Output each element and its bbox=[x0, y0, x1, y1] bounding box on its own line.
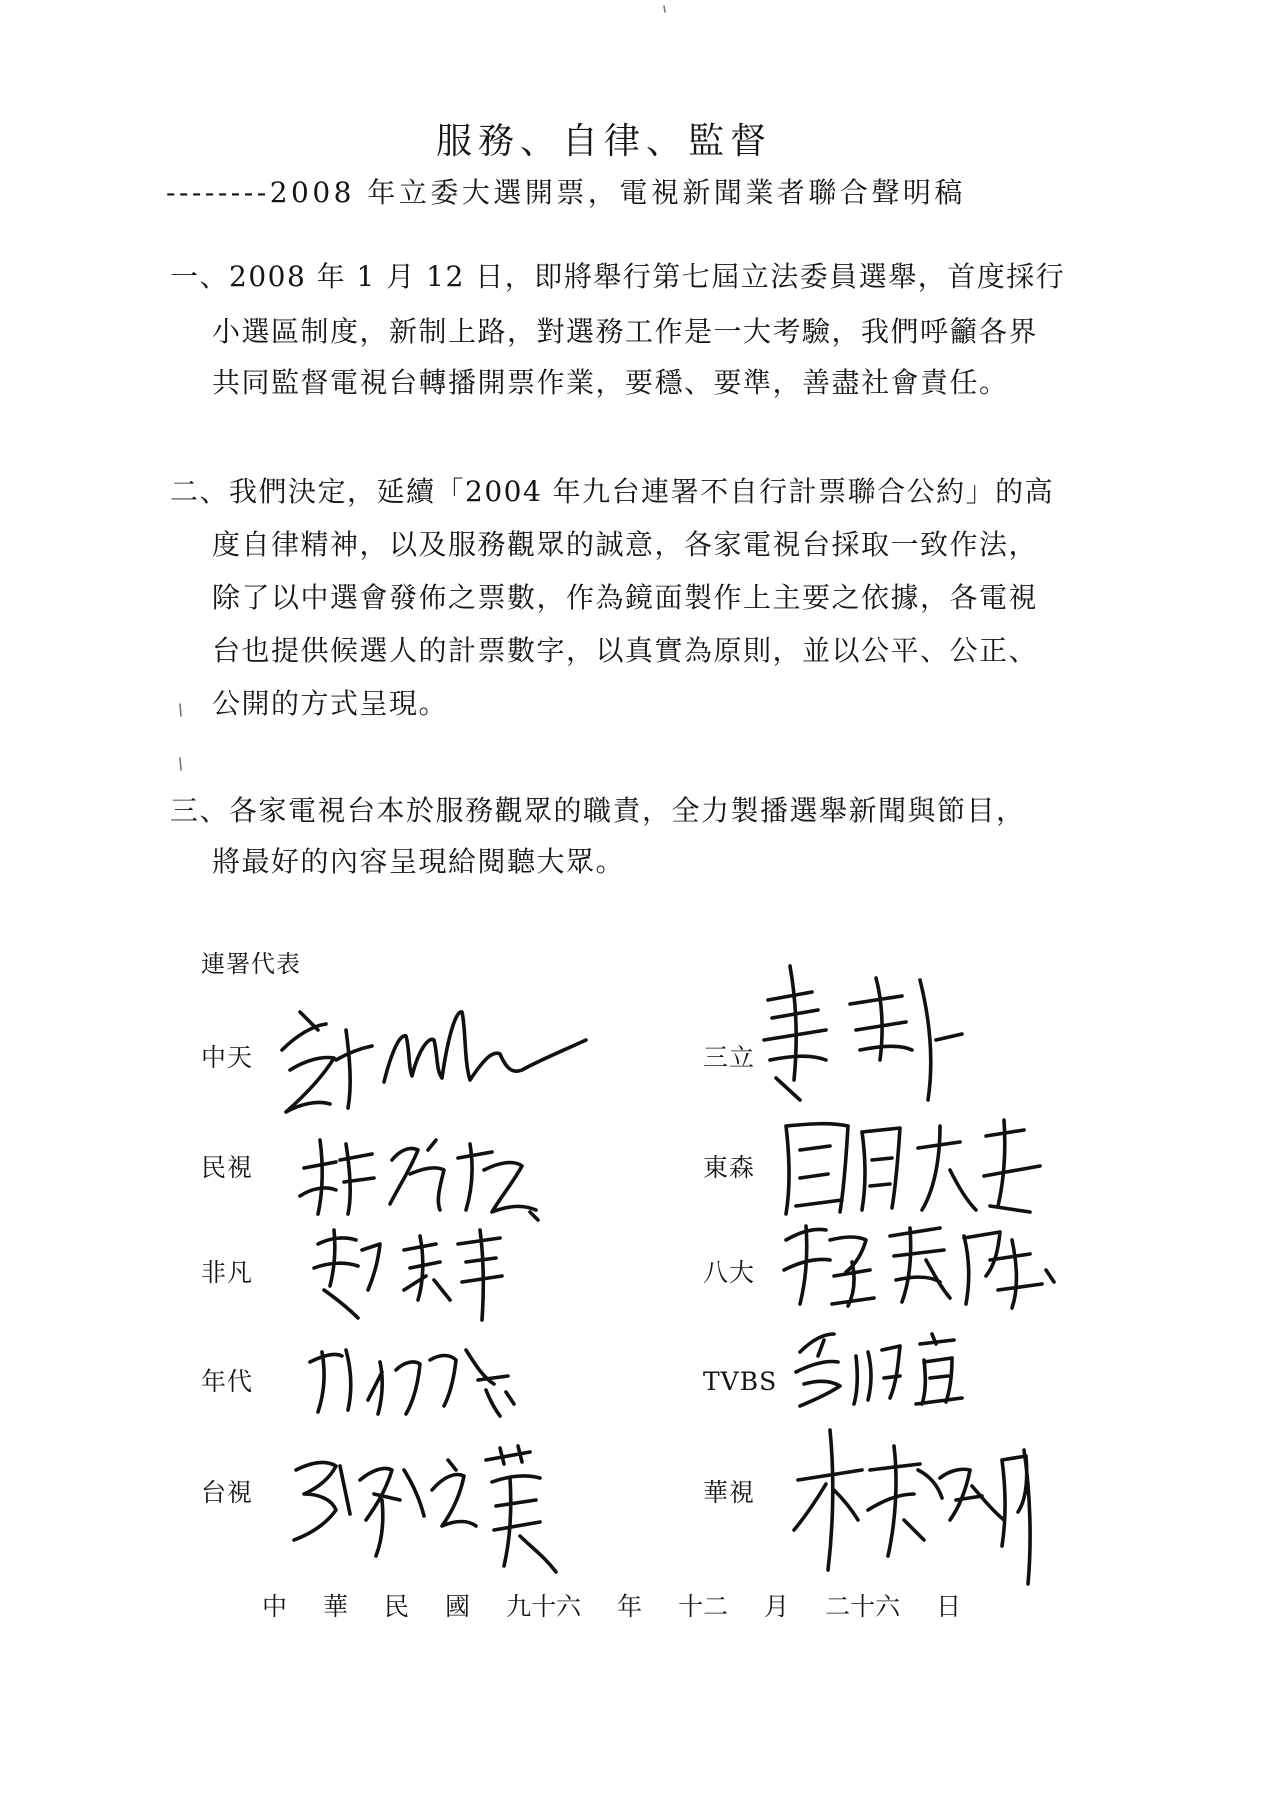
signature-stroke bbox=[458, 1230, 502, 1320]
station-label-zhongtian: 中天 bbox=[201, 1043, 254, 1072]
section-1-line-3: 共同監督電視台轉播開票作業，要穩、要準，善盡社會責任。 bbox=[212, 366, 1009, 399]
scan-mark bbox=[180, 758, 181, 770]
station-label-sanli: 三立 bbox=[703, 1043, 756, 1072]
section-1-line-2: 小選區制度，新制上路，對選務工作是一大考驗，我們呼籲各界 bbox=[212, 315, 1039, 348]
station-label-huashi: 華視 bbox=[703, 1478, 756, 1507]
date-part: 中 bbox=[262, 1592, 288, 1621]
station-label-dongsen: 東森 bbox=[703, 1153, 756, 1182]
section-3-line-2: 將最好的內容呈現給閱聽大眾。 bbox=[212, 845, 626, 878]
scan-mark bbox=[664, 6, 665, 12]
signatories-heading: 連署代表 bbox=[201, 950, 301, 978]
section-2-line-1: 二、我們決定，延續「2004 年九台連署不自行計票聯合公約」的高 bbox=[170, 475, 1055, 508]
signature-stroke bbox=[794, 1430, 862, 1570]
signature-stroke bbox=[390, 1140, 444, 1210]
signature-stroke bbox=[384, 1012, 586, 1082]
signature-stroke bbox=[964, 1232, 1054, 1308]
station-label-niandai: 年代 bbox=[201, 1367, 254, 1396]
signature-stroke bbox=[862, 1128, 900, 1210]
section-2-line-3: 除了以中選會發佈之票數，作為鏡面製作上主要之依據，各電視 bbox=[212, 581, 1039, 614]
signature-stroke bbox=[404, 1236, 450, 1300]
signature-stroke bbox=[796, 1334, 840, 1406]
date-part: 二十六 bbox=[825, 1592, 901, 1621]
section-3-line-1: 三、各家電視台本於服務觀眾的職責，全力製播選舉新聞與節目， bbox=[170, 794, 1026, 827]
station-label-tvbs: TVBS bbox=[703, 1367, 778, 1396]
document-subtitle: --------2008 年立委大選開票，電視新聞業者聯合聲明稿 bbox=[166, 176, 966, 209]
signature-stroke bbox=[940, 1469, 1004, 1520]
signature-dongsen bbox=[786, 1120, 1040, 1214]
station-label-bada: 八大 bbox=[703, 1258, 756, 1287]
signature-taishi bbox=[294, 1446, 556, 1572]
date-part: 民 bbox=[384, 1592, 410, 1621]
signature-stroke bbox=[786, 1124, 848, 1214]
signature-stroke bbox=[432, 1460, 476, 1526]
signature-stroke bbox=[916, 1334, 962, 1404]
document-title: 服務、自律、監督 bbox=[436, 121, 773, 162]
signature-huashi bbox=[794, 1430, 1030, 1584]
scan-mark bbox=[180, 704, 181, 716]
signature-minshi bbox=[300, 1140, 538, 1220]
signature-stroke bbox=[300, 1140, 374, 1214]
signature-stroke bbox=[764, 966, 826, 1100]
signature-niandai bbox=[310, 1350, 514, 1416]
signature-stroke bbox=[314, 1230, 380, 1318]
date-part: 十二 bbox=[678, 1592, 729, 1621]
signature-stroke bbox=[784, 1226, 874, 1306]
signature-stroke bbox=[458, 1144, 538, 1220]
section-2-line-4: 台也提供候選人的計票數字，以真實為原則，並以公平、公正、 bbox=[212, 634, 1039, 667]
signature-zhongtian bbox=[282, 1012, 586, 1112]
signature-bada bbox=[784, 1226, 1054, 1308]
signature-stroke bbox=[294, 1463, 350, 1540]
date-part: 年 bbox=[617, 1592, 643, 1621]
signature-stroke bbox=[918, 1120, 1040, 1212]
signature-stroke bbox=[890, 1228, 950, 1302]
section-2-line-2: 度自律精神，以及服務觀眾的誠意，各家電視台採取一致作法， bbox=[212, 528, 1039, 561]
signature-stroke bbox=[368, 1350, 514, 1416]
signature-stroke bbox=[360, 1468, 424, 1556]
date-part: 國 bbox=[445, 1592, 471, 1621]
section-1-line-1: 一、2008 年 1 月 12 日，即將舉行第七屆立法委員選舉，首度採行 bbox=[170, 260, 1066, 293]
signature-sanli bbox=[764, 966, 962, 1100]
date-part: 華 bbox=[323, 1592, 349, 1621]
date-part: 九十六 bbox=[506, 1592, 582, 1621]
document-date bbox=[262, 1594, 961, 1619]
date-part: 日 bbox=[936, 1592, 962, 1621]
station-label-minshi: 民視 bbox=[201, 1153, 254, 1182]
signature-stroke bbox=[854, 1346, 900, 1404]
station-label-taishi: 台視 bbox=[201, 1478, 254, 1507]
signature-stroke bbox=[868, 1446, 942, 1556]
station-label-feifan: 非凡 bbox=[201, 1258, 254, 1287]
signature-feifan bbox=[314, 1230, 502, 1320]
signature-stroke bbox=[1002, 1450, 1030, 1584]
signature-stroke bbox=[282, 1012, 334, 1112]
signature-stroke bbox=[486, 1446, 556, 1572]
signature-stroke bbox=[850, 978, 962, 1100]
date-part: 月 bbox=[764, 1592, 790, 1621]
signature-tvbs bbox=[796, 1334, 962, 1406]
signature-stroke bbox=[310, 1350, 351, 1412]
section-2-line-5: 公開的方式呈現。 bbox=[212, 687, 449, 720]
signature-stroke bbox=[336, 1030, 372, 1108]
